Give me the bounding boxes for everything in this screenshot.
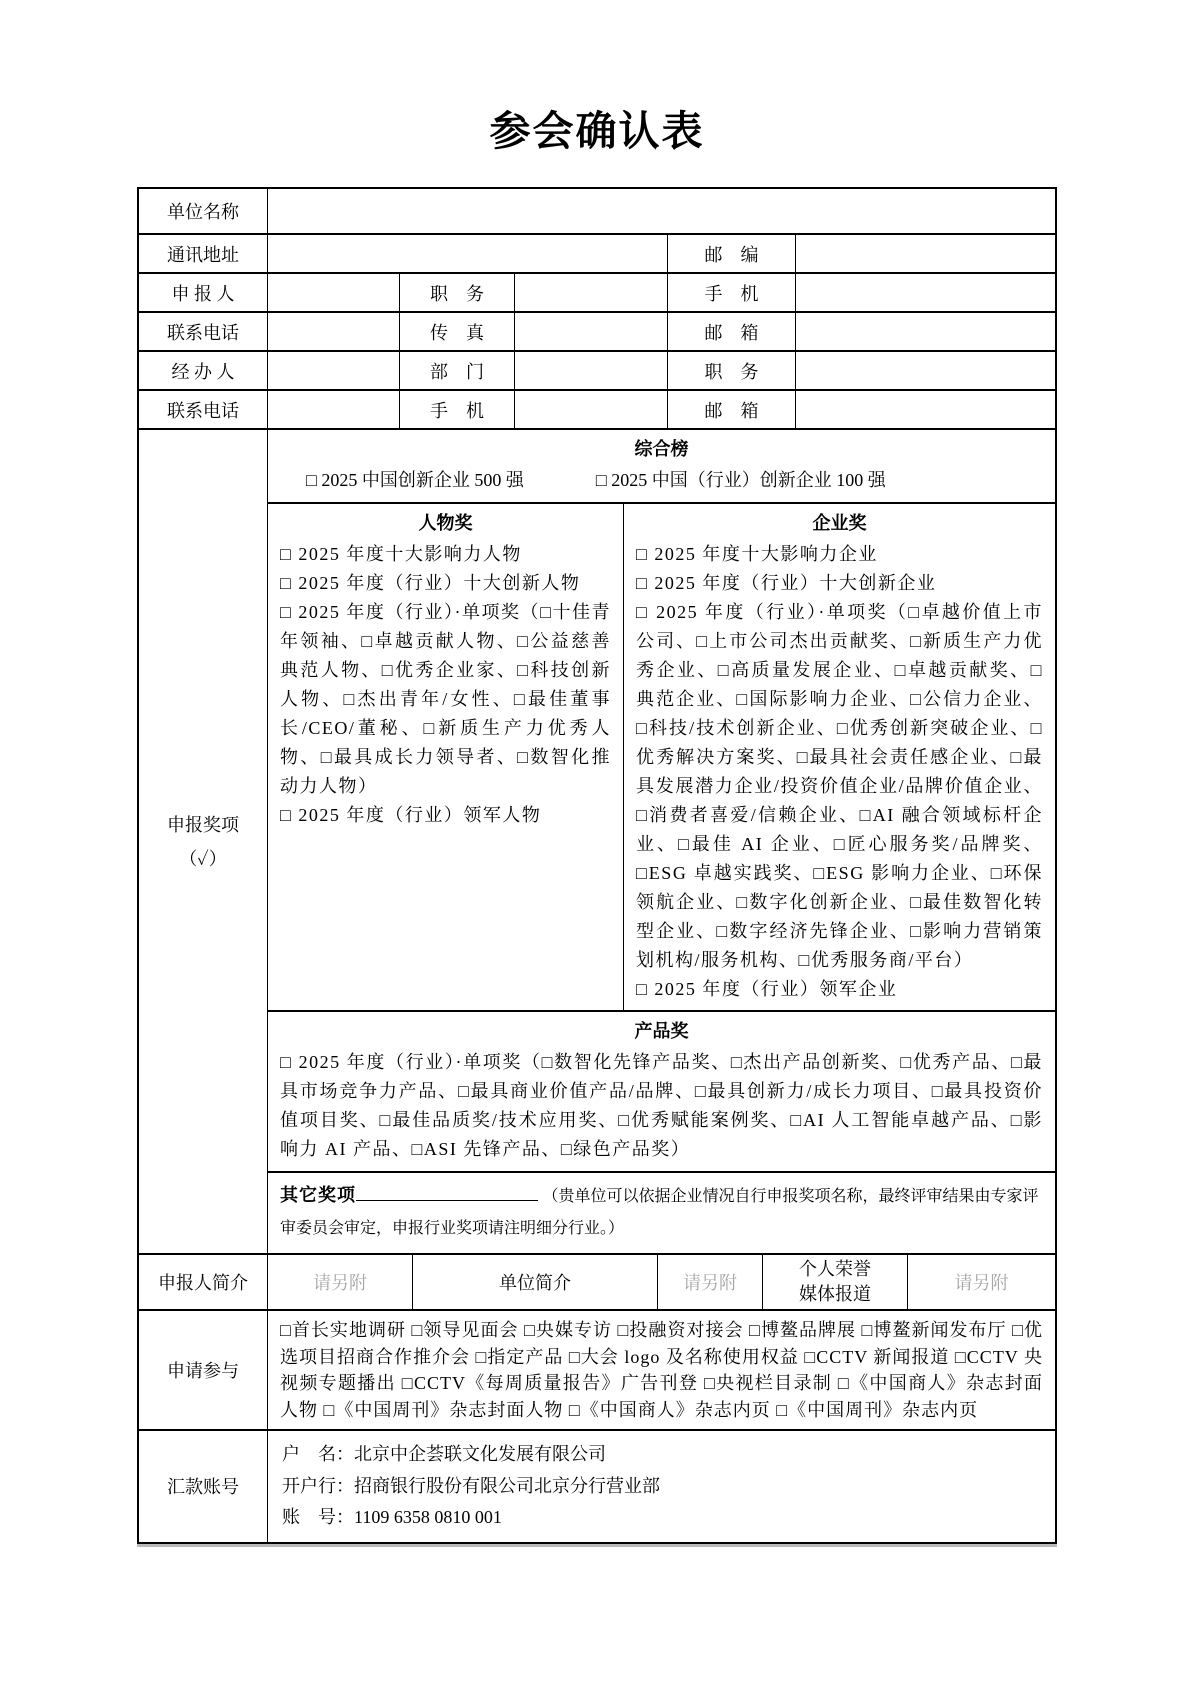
company-profile-label: 单位简介	[412, 1255, 657, 1309]
postcode-field[interactable]	[795, 235, 1055, 272]
table-row-profile	[139, 1253, 1055, 1309]
applicant-mobile-label: 手 机	[667, 274, 795, 311]
company-name-field[interactable]	[267, 189, 1055, 233]
fax-field[interactable]	[514, 313, 667, 350]
phone-field[interactable]	[267, 313, 399, 350]
enterprise-awards-header: 企业奖	[812, 513, 867, 533]
table-row-address	[139, 233, 1055, 272]
award-option-enterprise-top10-influence[interactable]: □ 2025 年度十大影响力企业	[636, 544, 878, 564]
table-row-company	[139, 189, 1055, 233]
other-awards-section	[268, 1171, 1055, 1253]
awards-row-label-text: 申报奖项	[167, 814, 239, 835]
award-option-group-enterprise-single[interactable]: □ 2025 年度（行业）·单项奖（□卓越价值上市公司、□上市公司杰出贡献奖、□新质生产力优秀企业、□高质量发展企业、□卓越贡献奖、□典范企业、□国际影响力企业、□公信力企业、□科技/技术创新企业、□优秀创新突破企业、□优秀解决方案奖、□最具社会责任感企业、□最具发展潜力企业/投资价值企业/品牌价值企业、□消费者喜爱/信赖企业、□AI 融合领域标杆企业、□最佳 AI 企业、□匠心服务奖/品牌奖、□ESG 卓越实践奖、□ESG 影响力企业、□环保领航企业、□数字化创新企业、□最佳数智化转型企业、□数字经济先锋企业、□影响力营销策划机构/服务机构、□优秀服务商/平台）	[636, 602, 1043, 970]
product-awards-header: 产品奖	[634, 1021, 689, 1041]
award-option-person-leading-figure[interactable]: □ 2025 年度（行业）领军人物	[280, 805, 542, 825]
email-field[interactable]	[795, 313, 1055, 350]
payment-account-name: 户 名：北京中企荟联文化发展有限公司	[282, 1444, 606, 1464]
document-page	[137, 0, 1057, 1544]
table-row-payment	[139, 1429, 1055, 1542]
applicant-position-field[interactable]	[514, 274, 667, 311]
awards-columns	[268, 502, 1055, 1010]
department-label: 部 门	[399, 352, 514, 389]
honor-attach-note: 请另附	[907, 1255, 1055, 1309]
email2-field[interactable]	[795, 391, 1055, 428]
awards-row-label	[139, 430, 267, 1253]
award-option-person-top10-influence[interactable]: □ 2025 年度十大影响力人物	[280, 544, 522, 564]
person-awards-header: 人物奖	[418, 513, 473, 533]
honor-label-line1: 个人荣誉	[799, 1259, 871, 1279]
table-row-phone2	[139, 389, 1055, 428]
handler-position-label: 职 务	[667, 352, 795, 389]
award-option-person-top10-innovation[interactable]: □ 2025 年度（行业）十大创新人物	[280, 573, 581, 593]
page-title: 参会确认表	[489, 108, 705, 154]
applicant-label: 申 报 人	[171, 283, 235, 304]
confirmation-form-table	[137, 187, 1057, 1544]
table-row-participation	[139, 1309, 1055, 1429]
email2-label: 邮 箱	[667, 391, 795, 428]
award-option-enterprise-leading[interactable]: □ 2025 年度（行业）领军企业	[636, 979, 898, 999]
phone2-label: 联系电话	[167, 400, 239, 421]
award-option-group-person-single[interactable]: □ 2025 年度（行业）·单项奖（□十佳青年领袖、□卓越贡献人物、□公益慈善典范人物、□优秀企业家、□科技创新人物、□杰出青年/女性、□最佳董事长/CEO/董秘、□新质生产力优秀人物、□最具成长力领导者、□数智化推动力人物）	[280, 602, 611, 796]
other-award-input[interactable]	[356, 1181, 538, 1201]
awards-row-check-mark: （✓）	[179, 848, 227, 869]
applicant-field[interactable]	[267, 274, 399, 311]
product-awards-section	[268, 1010, 1055, 1171]
participation-options-cell	[267, 1311, 1055, 1429]
applicant-profile-label: 申报人简介	[158, 1273, 248, 1293]
payment-details-cell	[267, 1431, 1055, 1542]
honor-media-label	[762, 1255, 907, 1309]
table-row-phone	[139, 311, 1055, 350]
awards-body	[267, 430, 1055, 1253]
honor-label-line2: 媒体报道	[799, 1284, 871, 1304]
award-option-innovation-500[interactable]: □ 2025 中国创新企业 500 强	[306, 470, 524, 490]
mobile2-field[interactable]	[514, 391, 667, 428]
handler-field[interactable]	[267, 352, 399, 389]
participation-label: 申请参与	[167, 1361, 239, 1381]
participation-option-group[interactable]: □首长实地调研 □领导见面会 □央媒专访 □投融资对接会 □博鳌品牌展 □博鳌新闻发布厅 □优选项目招商合作推介会 □指定产品 □大会 logo 及名称使用权益 □CCTV 新闻报道 □CCTV 央视频专题播出 □CCTV《每周质量报告》广告刊登 □央视栏目录制 □《中国商人》杂志封面人物 □《中国周刊》杂志封面人物 □《中国商人》杂志内页 □《中国周刊》杂志内页	[280, 1320, 1043, 1420]
email-label: 邮 箱	[667, 313, 795, 350]
phone-label: 联系电话	[167, 322, 239, 343]
address-field[interactable]	[267, 235, 667, 272]
composite-list-header: 综合榜	[634, 439, 689, 459]
payment-bank: 开户行：招商银行股份有限公司北京分行营业部	[282, 1475, 660, 1496]
fax-label: 传 真	[399, 313, 514, 350]
company-name-label: 单位名称	[167, 202, 239, 222]
award-option-enterprise-top10-innovation[interactable]: □ 2025 年度（行业）十大创新企业	[636, 573, 937, 593]
applicant-mobile-field[interactable]	[795, 274, 1055, 311]
table-row-handler	[139, 350, 1055, 389]
payment-label: 汇款账号	[167, 1477, 239, 1498]
handler-position-field[interactable]	[795, 352, 1055, 389]
payment-account-number: 账 号：1109 6358 0810 001	[282, 1507, 502, 1527]
other-awards-note: （贵单位可以依据企业情况自行申报奖项名称，最终评审结果由专家评审委员会审定，申报行业奖项请注明细分行业。）	[280, 1188, 1039, 1237]
award-option-group-product-single[interactable]: □ 2025 年度（行业）·单项奖（□数智化先锋产品奖、□杰出产品创新奖、□优秀产品、□最具市场竞争力产品、□最具商业价值产品/品牌、□最具创新力/成长力项目、□最具投资价值项目奖、□最佳品质奖/技术应用奖、□优秀赋能案例奖、□AI 人工智能卓越产品、□影响力 AI 产品、□ASI 先锋产品、□绿色产品奖）	[280, 1052, 1043, 1159]
table-row-applicant	[139, 272, 1055, 311]
postcode-label: 邮 编	[667, 235, 795, 272]
other-awards-label: 其它奖项	[280, 1185, 356, 1205]
department-field[interactable]	[514, 352, 667, 389]
composite-options	[268, 466, 1055, 502]
profile-attach-note: 请另附	[267, 1255, 412, 1309]
mobile2-label: 手 机	[399, 391, 514, 428]
person-awards-column	[268, 504, 623, 1010]
enterprise-awards-column	[623, 504, 1055, 1010]
company-attach-note: 请另附	[657, 1255, 762, 1309]
handler-label: 经 办 人	[171, 361, 235, 382]
table-row-awards	[139, 428, 1055, 1253]
award-option-industry-100[interactable]: □ 2025 中国（行业）创新企业 100 强	[595, 470, 886, 490]
phone2-field[interactable]	[267, 391, 399, 428]
address-label: 通讯地址	[167, 244, 239, 265]
applicant-position-label: 职 务	[399, 274, 514, 311]
